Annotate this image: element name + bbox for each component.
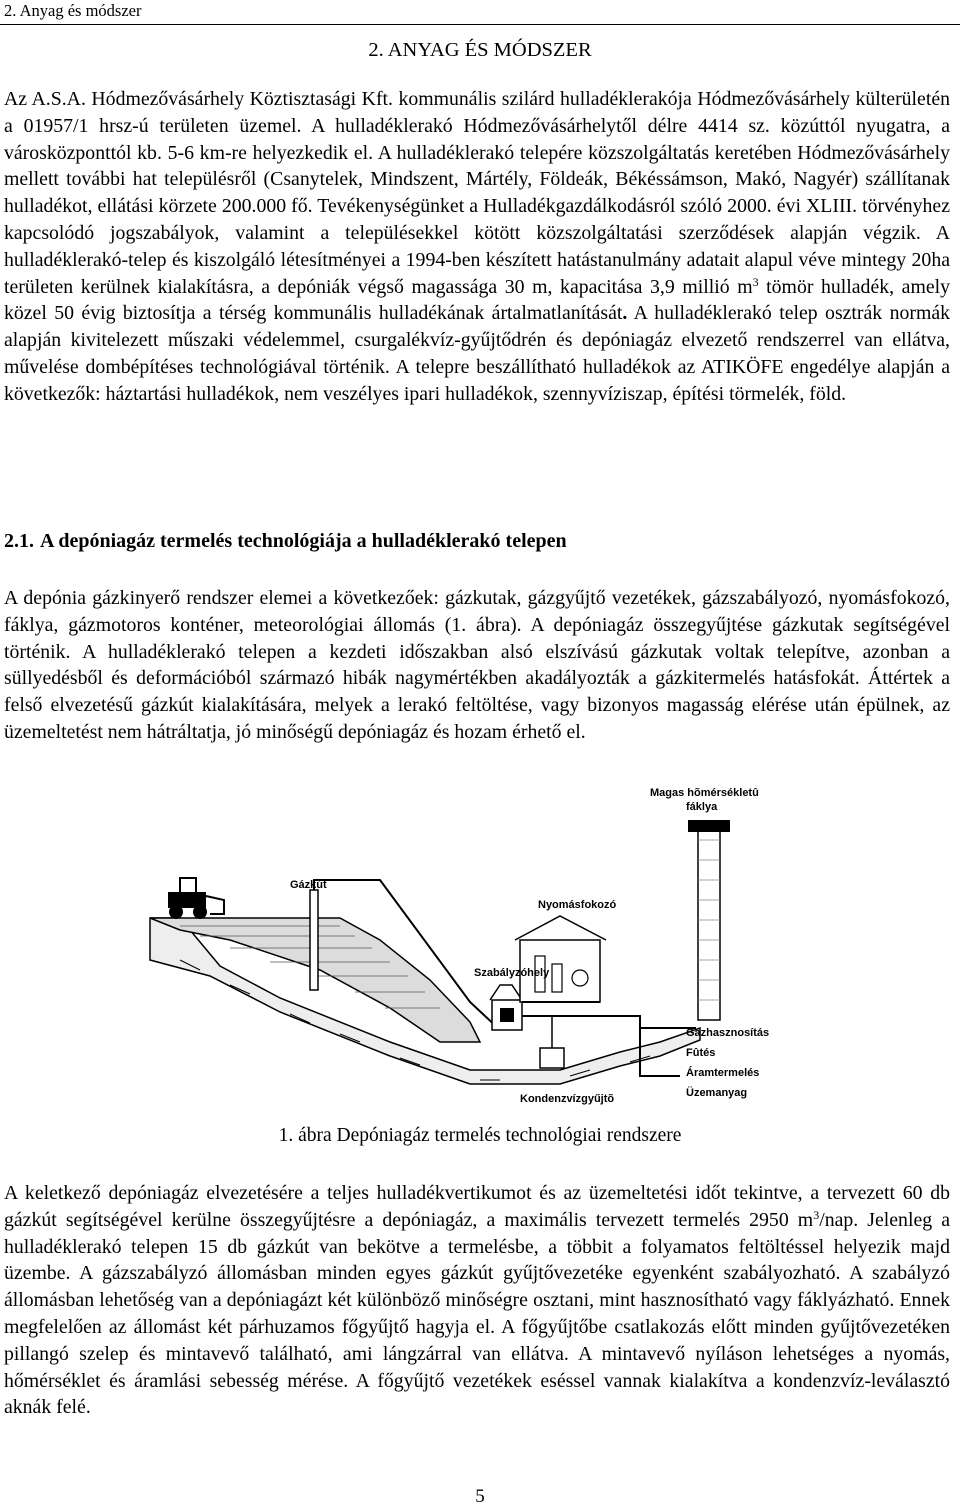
paragraph-text: /nap. Jelenleg a hulladéklerakó telepen 15 db gázkút van bekötve a termelésbe, a többit a folyamatos feltöltéssel helyezik majd üzembe. A gázszabályzó állomásban minden egyes gázkút gyűjtővezetéke egyenként szabályozható. A szabályzó állomásban lehetőség van a depóniagázt két különböző minőségre osztani, mint hasznosítható vagy fáklyázható. Ennek megfelelően az állomást két párhuzamos főgyűjtő hagyja el. A főgyűjtőbe csatlakozás előtt minden gyűjtővezetéken pillangó szelep és mintavevő található, ami lángzárral van ellátva. A mintavevő nyíláson lehetséges a nyomás, hőmérséklet és áramlási sebesség mérése. A főgyűjtő vezetékek eséssel vannak kialakítva a kondenzvíz-leválasztó aknák felé. [4, 1208, 950, 1419]
label-gas-utilization: Gázhasznosítás [686, 1027, 770, 1039]
label-heating: Fûtés [686, 1047, 716, 1059]
page-number: 5 [475, 1486, 485, 1507]
main-collector-pipe [522, 1016, 696, 1028]
superscript: 3 [752, 274, 759, 289]
paragraph-site-description [4, 86, 950, 408]
compactor-vehicle [168, 878, 224, 919]
gas-well [310, 890, 318, 990]
booster-building [515, 916, 606, 1002]
superscript: 3 [813, 1207, 820, 1222]
paragraph-gas-system: A depónia gázkinyerő rendszer elemei a következőek: gázkutak, gázgyűjtő vezetékek, gázszabályozó, nyomásfokozó, fáklya, gázmotoros konténer, meteorológiai állomás (1. ábra). A depóniagáz összegyűjtése gázkutak segítségével történik. A hulladéklerakó telepen a kezdeti időszakban alsó elszívású gázkutak voltak telepítve, azonban a süllyedésből és deformációból származó hibák nagymértékben akadályozták a gázkitermelés hatásfokát. Áttértek a felső elvezetésű gázkút kialakítására, melyek a lerakó feltöltése, vagy bizonyos magasság elérése után épülnek, az üzemeltetést nem hátráltatja, jó minőségű depóniagáz és hozam érhető el. [4, 587, 950, 743]
figure-caption: 1. ábra Depóniagáz termelés technológiai rendszere [278, 1125, 682, 1146]
label-regulator: Szabályzóhely [474, 967, 550, 979]
label-fuel: Üzemanyag [686, 1087, 748, 1099]
condensate-collector [540, 1016, 564, 1068]
section-number: 2.1. [4, 530, 34, 552]
running-head: 2. Anyag és módszer [4, 1, 142, 20]
paragraph-text: tömör hulladék, amely közel 50 évig biztosítja a térség kommunális hulladékának ártalmatlanítását [4, 275, 950, 325]
label-flare [650, 787, 759, 813]
landfill-gas-diagram [140, 780, 800, 1110]
label-condensate: Kondenzvízgyűjtõ [520, 1093, 615, 1105]
label-booster: Nyomásfokozó [538, 899, 617, 911]
header-rule [0, 24, 960, 25]
paragraph-text: Az A.S.A. Hódmezővásárhely Köztisztasági Kft. kommunális szilárd hulladéklerakója Hódmezővásárhely külterületén a 01957/1 hrsz-ú területen üzemel. A hulladéklerakó Hódmezővásárhelytől délre 4414 sz. közúttól nyugatra, a városközponttól kb. 5-6 km-re helyezkedik el. A hulladéklerakó telepére közszolgáltatás keretében Hódmezővásárhely mellett további hat településről (Csanytelek, Mindszent, Mártély, Földeák, Békéssámson, Makó, Nagyér) szállítanak hulladékot, ellátási körzete 200.000 fő. Tevékenységünket a Hulladékgazdálkodásról szóló 2000. évi XLIII. törvényhez kapcsolódó jogszabályok, valamint a településekkel kötött közszolgáltatási szerződések alapján végzik. A hulladéklerakó-telep és kiszolgáló létesítményei a 1994-ben készített hatástanulmány adatait alapul véve mintegy 20ha területen kerülnek kialakításra, a depóniák végső magassága 30 m, kapacitása 3,9 millió m [4, 88, 950, 298]
label-power: Áramtermelés [686, 1067, 760, 1079]
section-heading [4, 530, 567, 553]
label-flare-line-2: fáklya [686, 801, 718, 813]
paragraph-gas-production [4, 1180, 950, 1421]
label-gas-well: Gázkút [290, 879, 327, 891]
label-flare-line-1: Magas hõmérsékletû [650, 787, 759, 799]
chapter-title: 2. ANYAG ÉS MÓDSZER [368, 39, 592, 61]
figure-landfill-gas-system [140, 780, 800, 1110]
regulator-station [490, 985, 522, 1030]
section-title: A depóniagáz termelés technológiája a hulladéklerakó telepen [40, 530, 567, 552]
paragraph-text: A keletkező depóniagáz elvezetésére a teljes hulladékvertikumot és az üzemeltetési időt tekintve, a tervezett 60 db gázkút segítségével kerülne összegyűjtésre a depóniagáz, a maximális tervezett termelés 2950 m [4, 1182, 950, 1231]
paragraph-text: A hulladéklerakó telep osztrák normák alapján kivitelezett műszaki védelemmel, csurgalékvíz-gyűjtődrén és depóniagáz elvezető rendszerrel van ellátva, művelése dombépítéses technológiával történik. A telepre beszállítható hulladékok az ATIKÖFE engedélye alapján a következők: háztartási hulladékok, nem veszélyes ipari hulladékok, szennyvíziszap, építési törmelék, föld. [4, 302, 950, 405]
flare-tower [688, 820, 730, 1020]
bold-period: . [622, 302, 628, 325]
